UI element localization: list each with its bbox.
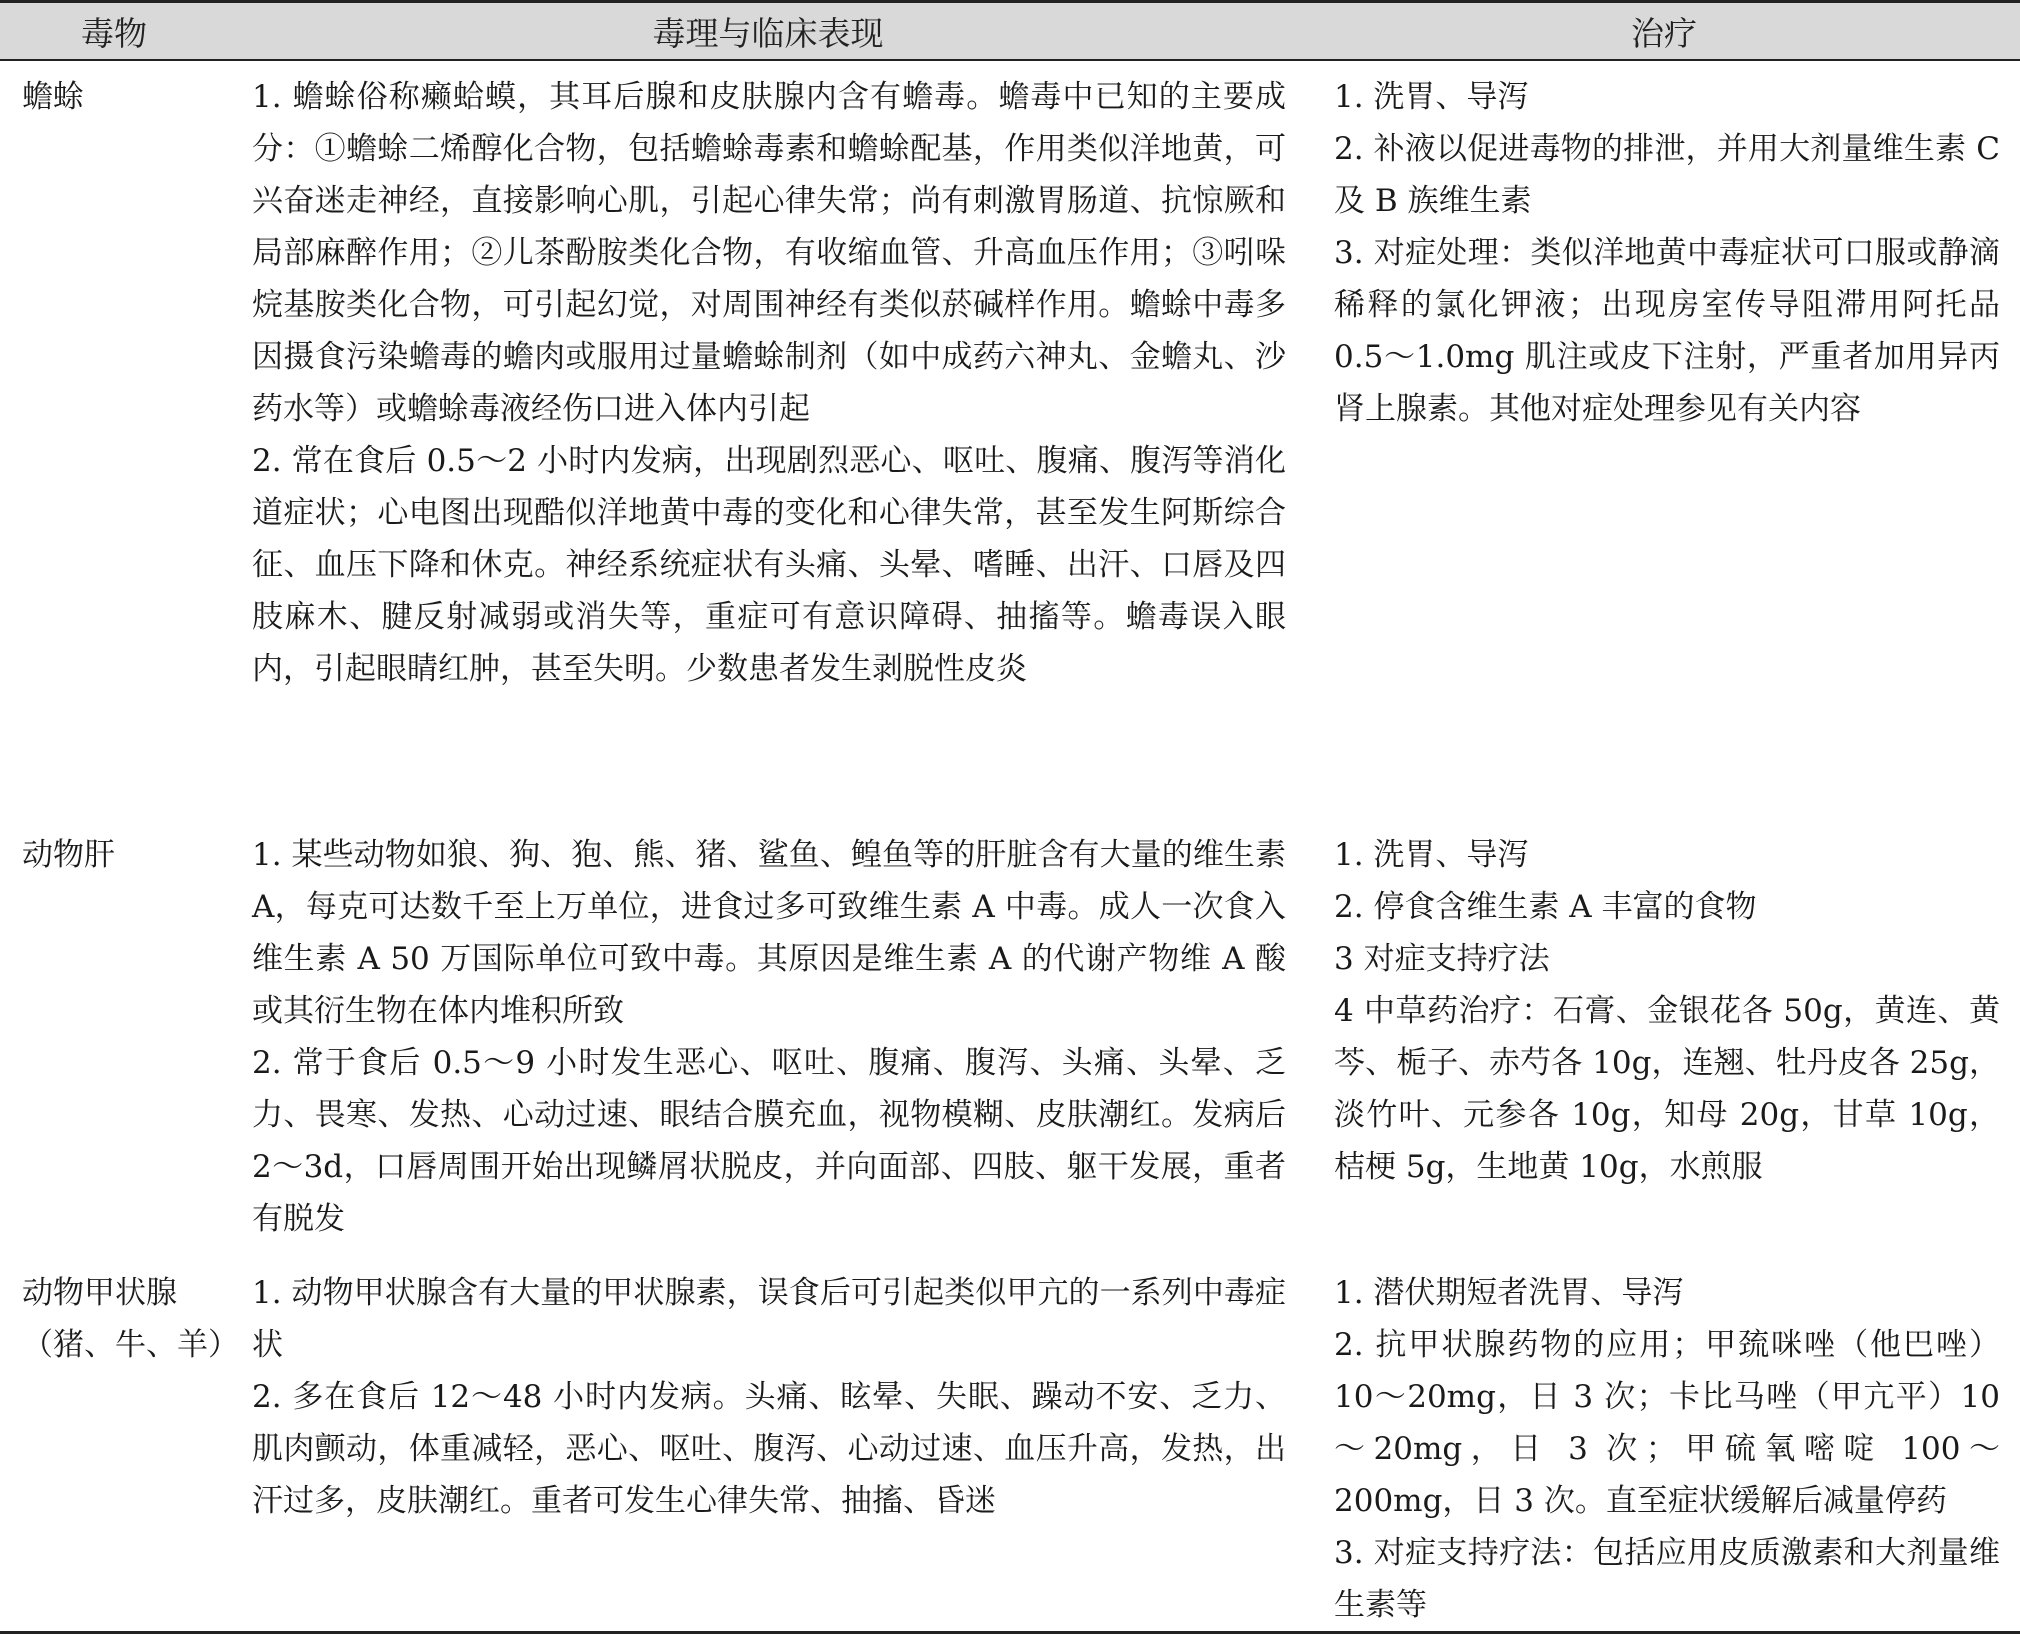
header-treatment: 治疗 <box>1308 2 2020 61</box>
treatment-paragraph: 3 对症支持疗法 <box>1334 941 1550 977</box>
treatment-paragraph: 1. 潜伏期短者洗胃、导泻 <box>1334 1275 1684 1311</box>
poison-cell: 动物甲状腺（猪、牛、羊） <box>0 1257 228 1633</box>
toxicology-paragraph: 1. 蟾蜍俗称癞蛤蟆，其耳后腺和皮肤腺内含有蟾毒。蟾毒中已知的主要成分：①蟾蜍二烯醇化合物，包括蟾蜍毒素和蟾蜍配基，作用类似洋地黄，可兴奋迷走神经，直接影响心肌，引起心律失常；尚有刺激胃肠道、抗惊厥和局部麻醉作用；②儿茶酚胺类化合物，有收缩血管、升高血压作用；③吲哚烷基胺类化合物，可引起幻觉，对周围神经有类似菸碱样作用。蟾蜍中毒多因摄食污染蟾毒的蟾肉或服用过量蟾蜍制剂（如中成药六神丸、金蟾丸、沙药水等）或蟾蜍毒液经伤口进入体内引起 <box>252 79 1286 427</box>
treatment-paragraph: 3. 对症处理：类似洋地黄中毒症状可口服或静滴稀释的氯化钾液；出现房室传导阻滞用阿托品 0.5～1.0mg 肌注或皮下注射，严重者加用异丙肾上腺素。其他对症处理参见有关内容 <box>1334 235 2000 427</box>
treatment-cell <box>1308 60 2020 819</box>
toxicology-paragraph: 1. 动物甲状腺含有大量的甲状腺素，误食后可引起类似甲亢的一系列中毒症状 <box>252 1275 1286 1363</box>
table-row <box>0 819 2020 1257</box>
toxicology-paragraph: 2. 常于食后 0.5～9 小时发生恶心、呕吐、腹痛、腹泻、头痛、头晕、乏力、畏寒、发热、心动过速、眼结合膜充血，视物模糊、皮肤潮红。发病后 2～3d，口唇周围开始出现鳞屑状脱皮，并向面部、四肢、躯干发展，重者有脱发 <box>252 1045 1286 1237</box>
table-row <box>0 1257 2020 1633</box>
treatment-paragraph: 2. 抗甲状腺药物的应用；甲巯咪唑（他巴唑）10～20mg，日 3 次；卡比马唑（甲亢平）10～20mg，日 3 次；甲硫氧嘧啶 100～200mg，日 3 次。直至症状缓解后减量停药 <box>1334 1327 2000 1519</box>
treatment-paragraph: 4 中草药治疗：石膏、金银花各 50g，黄连、黄芩、栀子、赤芍各 10g，连翘、牡丹皮各 25g，淡竹叶、元参各 10g，知母 20g，甘草 10g，桔梗 5g，生地黄 10g，水煎服 <box>1334 993 2000 1185</box>
treatment-paragraph: 2. 停食含维生素 A 丰富的食物 <box>1334 889 1757 925</box>
poison-cell: 动物肝 <box>22 837 115 873</box>
treatment-cell <box>1308 819 2020 1257</box>
toxicology-paragraph: 2. 多在食后 12～48 小时内发病。头痛、眩晕、失眠、躁动不安、乏力、肌肉颤动，体重减轻，恶心、呕吐、腹泻、心动过速、血压升高，发热，出汗过多，皮肤潮红。重者可发生心律失常、抽搐、昏迷 <box>252 1379 1286 1519</box>
toxicology-cell <box>228 60 1308 819</box>
header-toxicology: 毒理与临床表现 <box>228 2 1308 61</box>
table-header-row <box>0 2 2020 61</box>
treatment-paragraph: 1. 洗胃、导泻 <box>1334 79 1529 115</box>
toxicology-cell <box>228 1257 1308 1633</box>
header-poison: 毒物 <box>0 2 228 61</box>
toxicology-paragraph: 1. 某些动物如狼、狗、狍、熊、猪、鲨鱼、鳇鱼等的肝脏含有大量的维生素 A，每克可达数千至上万单位，进食过多可致维生素 A 中毒。成人一次食入维生素 A 50 万国际单位可致中毒。其原因是维生素 A 的代谢产物维 A 酸或其衍生物在体内堆积所致 <box>252 837 1286 1029</box>
treatment-paragraph: 3. 对症支持疗法：包括应用皮质激素和大剂量维生素等 <box>1334 1535 2000 1623</box>
toxicology-cell <box>228 819 1308 1257</box>
table-row <box>0 60 2020 819</box>
treatment-cell <box>1308 1257 2020 1633</box>
treatment-paragraph: 2. 补液以促进毒物的排泄，并用大剂量维生素 C 及 B 族维生素 <box>1334 131 2000 219</box>
poison-cell: 蟾蜍 <box>22 79 84 115</box>
toxicology-paragraph: 2. 常在食后 0.5～2 小时内发病，出现剧烈恶心、呕吐、腹痛、腹泻等消化道症状；心电图出现酷似洋地黄中毒的变化和心律失常，甚至发生阿斯综合征、血压下降和休克。神经系统症状有头痛、头晕、嗜睡、出汗、口唇及四肢麻木、腱反射减弱或消失等，重症可有意识障碍、抽搐等。蟾毒误入眼内，引起眼睛红肿，甚至失明。少数患者发生剥脱性皮炎 <box>252 443 1286 687</box>
treatment-paragraph: 1. 洗胃、导泻 <box>1334 837 1529 873</box>
